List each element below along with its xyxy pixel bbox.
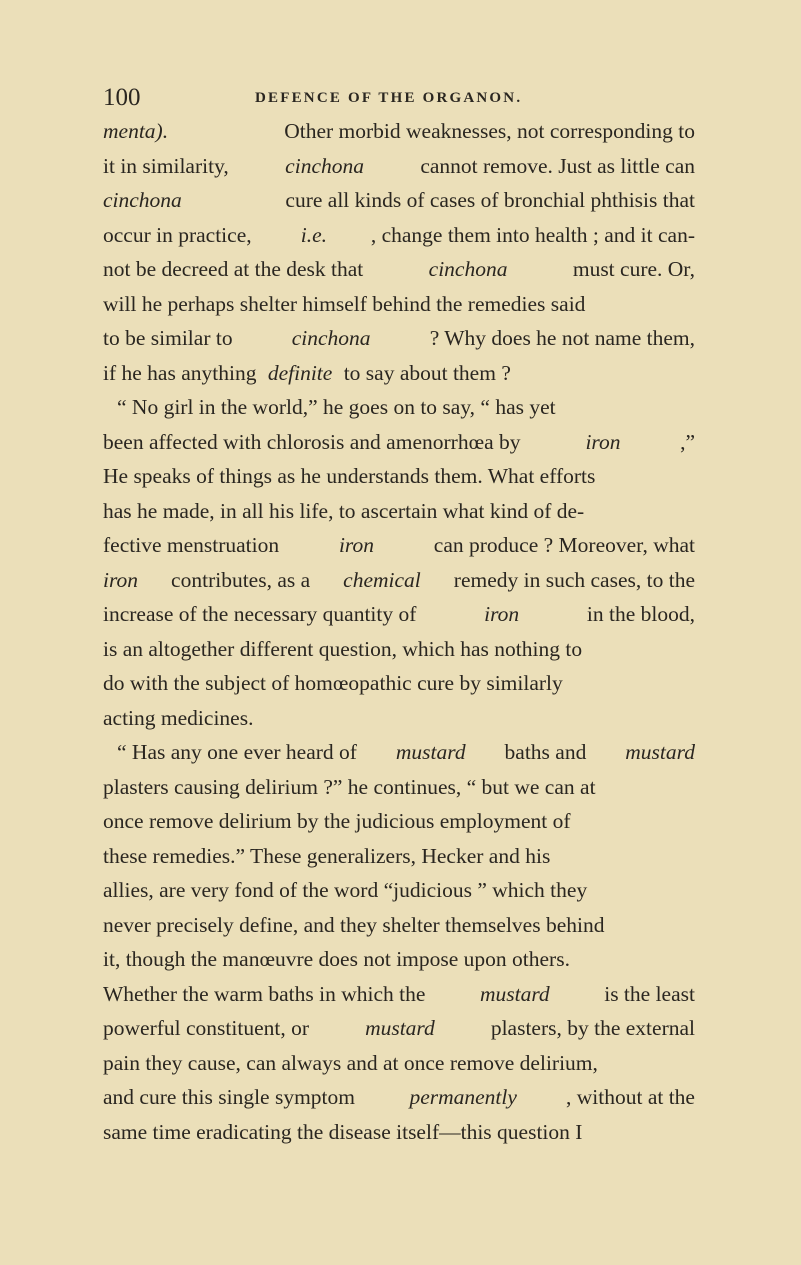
italic-text: i.e. [300,222,328,247]
text-segment: ? Why does he not name them, [424,326,695,350]
text-segment: never precisely define, and they shelter themselves behind [103,912,605,937]
text-segment: in the blood, [581,602,695,626]
text-segment: allies, are very fond of the word “judicious ” which they [103,878,588,902]
text-line [103,735,695,770]
text-segment: ,” [680,429,695,454]
text-segment: to be similar to [103,326,238,350]
text-segment: “ Has any one ever heard of [117,740,363,764]
italic-text: mustard [395,740,466,764]
text-line [103,1046,695,1081]
text-segment: Whether the warm baths in which the [103,981,431,1006]
text-segment: plasters, by the external [485,1016,695,1040]
page-number: 100 [103,84,141,111]
text-line [103,356,695,391]
italic-text: iron [103,567,139,592]
text-segment: is the least [598,981,695,1006]
text-segment: occur in practice, [103,222,257,247]
text-segment: can produce ? Moreover, what [428,533,695,557]
text-line [103,252,695,287]
text-segment: Other morbid weaknesses, not corresponding to [278,119,695,143]
text-segment: it, though the manœuvre does not impose upon others. [103,947,570,971]
text-segment: must cure. Or, [567,257,695,281]
italic-text: chemical [343,567,421,592]
italic-text: mustard [625,740,695,764]
text-line [103,1011,695,1046]
text-segment: is an altogether different question, which has nothing to [103,636,583,661]
text-segment: if he has anything [103,360,262,385]
italic-text: menta). [103,119,169,143]
italic-text: cinchona [428,257,508,281]
text-line [103,563,695,598]
text-segment: contributes, as a [165,567,316,592]
text-segment: it in similarity, [103,153,235,178]
text-line [103,149,695,184]
text-segment: acting medicines. [103,705,254,730]
text-line [103,701,695,736]
text-segment: to say about them ? [338,360,511,385]
text-segment: cure all kinds of cases of bronchial phthisis that [280,188,695,212]
italic-text: iron [484,602,520,626]
text-segment: will he perhaps shelter himself behind the remedies said [103,291,586,316]
italic-text: cinchona [103,188,182,212]
text-line [103,528,695,563]
italic-text: cinchona [285,153,364,178]
text-line [103,1115,695,1150]
text-line [103,425,695,460]
text-segment: fective menstruation [103,533,285,557]
text-segment: not be decreed at the desk that [103,257,369,281]
italic-text: mustard [365,1016,435,1040]
text-line [103,390,695,425]
text-segment: once remove delirium by the judicious employment of [103,809,571,833]
text-segment: plasters causing delirium ?” he continues, “ but we can at [103,774,596,799]
text-segment: baths and [499,740,592,764]
text-line [103,218,695,253]
text-line [103,321,695,356]
text-line [103,597,695,632]
running-title: DEFENCE OF THE ORGANON. [255,90,523,106]
text-line [103,873,695,908]
italic-text: iron [585,429,621,454]
text-line [103,942,695,977]
running-header [103,84,694,114]
text-segment: and cure this single symptom [103,1085,361,1109]
text-line [103,977,695,1012]
text-segment: same time eradicating the disease itself—this question I [103,1119,583,1144]
text-segment: pain they cause, can always and at once remove delirium, [103,1050,598,1075]
text-segment: has he made, in all his life, to ascertain what kind of de- [103,498,585,523]
text-line [103,183,695,218]
text-line [103,770,695,805]
text-segment: , change them into health ; and it can- [370,222,695,247]
text-line [103,804,695,839]
text-segment: these remedies.” These generalizers, Hecker and his [103,843,551,868]
text-segment: cannot remove. Just as little can [414,153,695,178]
body-text [103,114,695,1149]
italic-text: cinchona [291,326,371,350]
italic-text: definite [267,360,333,385]
text-line [103,114,695,149]
text-segment: , without at the [566,1085,695,1109]
text-segment: increase of the necessary quantity of [103,602,422,626]
text-line [103,1080,695,1115]
italic-text: mustard [479,981,550,1006]
text-line [103,494,695,529]
text-line [103,287,695,322]
italic-text: permanently [409,1085,517,1109]
italic-text: iron [338,533,374,557]
text-segment: remedy in such cases, to the [448,567,695,592]
text-segment: He speaks of things as he understands them. What efforts [103,464,596,488]
text-line [103,666,695,701]
text-segment: powerful constituent, or [103,1016,315,1040]
text-line [103,632,695,667]
text-segment: do with the subject of homœopathic cure by similarly [103,671,563,695]
text-line [103,839,695,874]
text-segment: “ No girl in the world,” he goes on to say, “ has yet [117,395,556,419]
text-segment: been affected with chlorosis and amenorrhœa by [103,429,526,454]
text-line [103,459,695,494]
text-line [103,908,695,943]
